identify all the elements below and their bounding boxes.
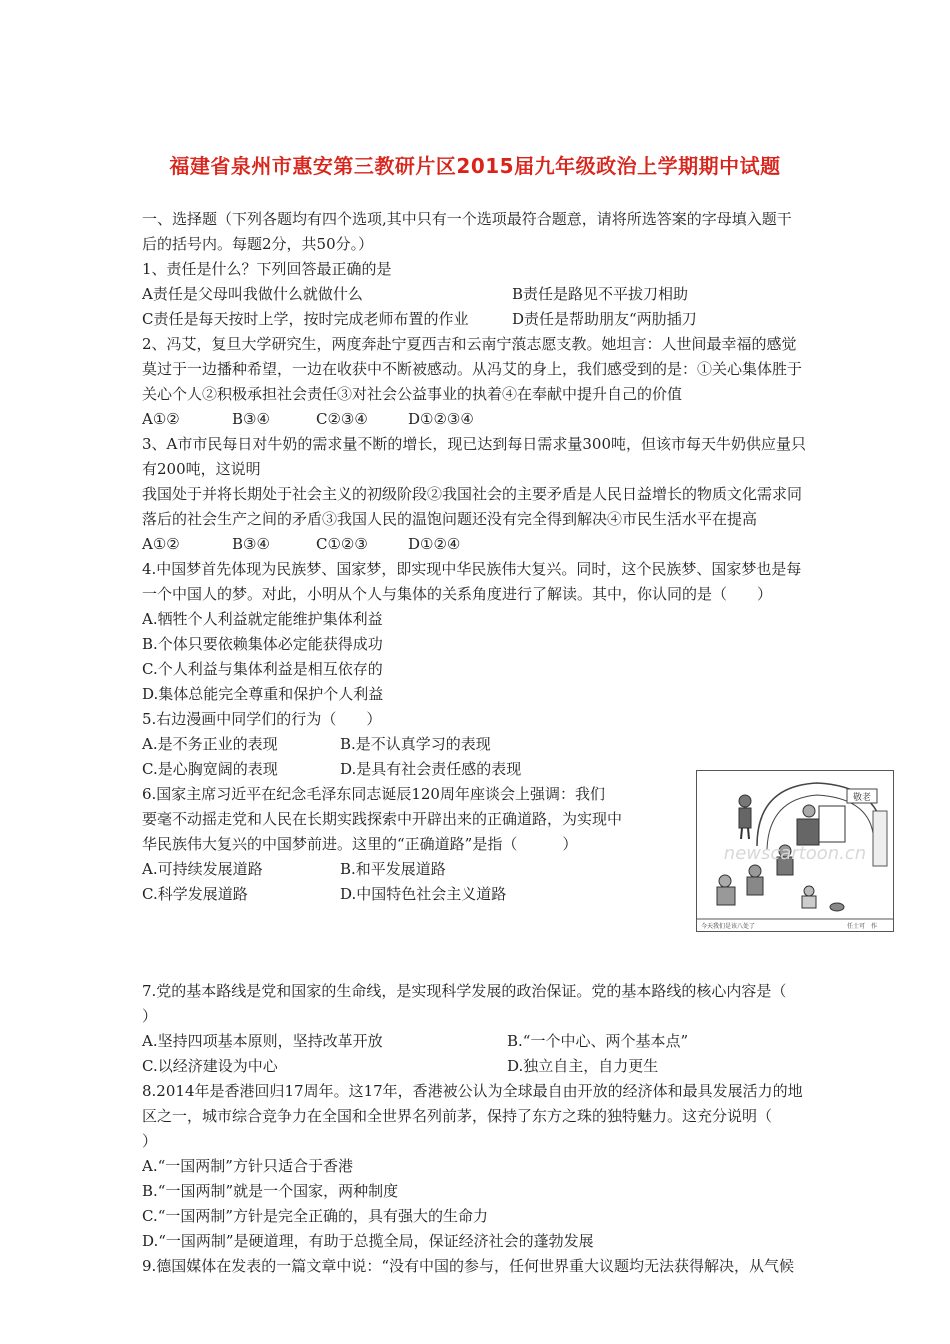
option-2b: B③④ (232, 410, 270, 428)
option-2d: D①②③④ (408, 410, 474, 428)
question-4-stem: 一个中国人的梦。对此，小明从个人与集体的关系角度进行了解读。其中，你认同的是（ ） (142, 585, 773, 603)
exam-body (142, 207, 880, 1279)
option-7c: C.以经济建设为中心 (142, 1057, 278, 1075)
option-3d: D①②④ (408, 535, 461, 553)
option-4d: D.集体总能完全尊重和保护个人利益 (142, 685, 384, 703)
section-intro-line: 一、选择题（下列各题均有四个选项,其中只有一个选项最符合题意，请将所选答案的字母填入题干 (142, 210, 792, 228)
option-1a: A责任是父母叫我做什么就做什么 (142, 285, 363, 303)
question-1-options-row (142, 282, 880, 307)
option-5a: A.是不务正业的表现 (142, 735, 278, 753)
question-5-stem: 5.右边漫画中同学们的行为（ ） (142, 710, 382, 728)
question-7-options-row (142, 1029, 880, 1054)
cartoon-caption-right: 任士可 作 (847, 923, 878, 930)
option-6c: C.科学发展道路 (142, 885, 248, 903)
option-8a: A.“一国两制”方针只适合于香港 (142, 1157, 353, 1175)
option-1c: C责任是每天按时上学，按时完成老师布置的作业 (142, 310, 469, 328)
question-8-stem: 8.2014年是香港回归17周年。这17年，香港被公认为全球最自由开放的经济体和最具发展活力的地 (142, 1082, 803, 1100)
option-2c: C②③④ (316, 410, 368, 428)
sign-text: 敬老 (852, 793, 872, 803)
option-5c: C.是心胸宽阔的表现 (142, 760, 278, 778)
cartoon-watermark: newscartoon.cn (723, 843, 867, 864)
option-3c: C①②③ (316, 535, 368, 553)
option-2a: A①② (142, 410, 180, 428)
cartoon-image (696, 770, 894, 932)
question-5-options-row (142, 732, 880, 757)
section-intro-line: 后的括号内。每题2分，共50分。） (142, 235, 374, 253)
question-6-stem: 要毫不动摇走党和人民在长期实践探索中开辟出来的正确道路，为实现中 (142, 810, 623, 828)
option-6a: A.可持续发展道路 (142, 860, 263, 878)
option-4c: C.个人利益与集体利益是相互依存的 (142, 660, 383, 678)
question-1-stem: 1、责任是什么？下列回答最正确的是 (142, 260, 392, 278)
question-6-stem: 华民族伟大复兴的中国梦前进。这里的“正确道路”是指（ ） (142, 835, 578, 853)
option-6d: D.中国特色社会主义道路 (340, 885, 507, 903)
question-8-stem: 区之一，城市综合竞争力在全国和全世界名列前茅，保持了东方之珠的独特魅力。这充分说明（ (142, 1107, 773, 1125)
option-7d: D.独立自主，自力更生 (507, 1057, 659, 1075)
question-2-stem: 2、冯艾，复旦大学研究生，两度奔赴宁夏西吉和云南宁蒗志愿支教。她坦言：人世间最幸福的感觉 (142, 335, 797, 353)
question-2-options-row (142, 407, 880, 432)
question-3-stem: 我国处于并将长期处于社会主义的初级阶段②我国社会的主要矛盾是人民日益增长的物质文化需求同 (142, 485, 803, 503)
cartoon-caption-left: 今天我们是该八处了 (701, 923, 756, 930)
option-7b: B.“一个中心、两个基本点” (507, 1032, 689, 1050)
option-8b: B.“一国两制”就是一个国家，两种制度 (142, 1182, 399, 1200)
option-5d: D.是具有社会责任感的表现 (340, 760, 522, 778)
option-4b: B.个体只要依赖集体必定能获得成功 (142, 635, 383, 653)
question-3-stem: 3、A市市民每日对牛奶的需求量不断的增长，现已达到每日需求量300吨，但该市每天牛奶供应量只 (142, 435, 807, 453)
cartoon-drawing (697, 771, 893, 931)
question-7-stem: 7.党的基本路线是党和国家的生命线，是实现科学发展的政治保证。党的基本路线的核心内容是（ (142, 982, 787, 1000)
option-1b: B责任是路见不平拔刀相助 (512, 285, 689, 303)
question-4-stem: 4.中国梦首先体现为民族梦、国家梦，即实现中华民族伟大复兴。同时，这个民族梦、国家梦也是每 (142, 560, 802, 578)
question-7-stem: ） (142, 1007, 158, 1025)
question-7-options-row (142, 1054, 880, 1079)
option-5b: B.是不认真学习的表现 (340, 735, 491, 753)
question-1-options-row (142, 307, 880, 332)
option-8c: C.“一国两制”方针是完全正确的，具有强大的生命力 (142, 1207, 489, 1225)
question-3-stem: 有200吨，这说明 (142, 460, 261, 478)
option-6b: B.和平发展道路 (340, 860, 446, 878)
option-3a: A①② (142, 535, 180, 553)
option-8d: D.“一国两制”是硬道理，有助于总揽全局，保证经济社会的蓬勃发展 (142, 1232, 594, 1250)
question-3-options-row (142, 532, 880, 557)
option-3b: B③④ (232, 535, 270, 553)
question-2-stem: 莫过于一边播种希望，一边在收获中不断被感动。从冯艾的身上，我们感受到的是：①关心集体胜于 (142, 360, 803, 378)
question-9-stem: 9.德国媒体在发表的一篇文章中说：“没有中国的参与，任何世界重大议题均无法获得解决，从气候 (142, 1257, 794, 1275)
option-7a: A.坚持四项基本原则，坚持改革开放 (142, 1032, 383, 1050)
page-title: 福建省泉州市惠安第三教研片区2015届九年级政治上学期期中试题 (169, 154, 781, 178)
question-8-stem: ） (142, 1132, 158, 1150)
question-6-stem: 6.国家主席习近平在纪念毛泽东同志诞辰120周年座谈会上强调：我们 (142, 785, 605, 803)
option-4a: A.牺牲个人利益就定能维护集体利益 (142, 610, 383, 628)
question-2-stem: 关心个人②积极承担社会责任③对社会公益事业的执着④在奉献中提升自己的价值 (142, 385, 683, 403)
question-3-stem: 落后的社会生产之间的矛盾③我国人民的温饱问题还没有完全得到解决④市民生活水平在提高 (142, 510, 758, 528)
option-1d: D责任是帮助朋友“两肋插刀 (512, 310, 697, 328)
